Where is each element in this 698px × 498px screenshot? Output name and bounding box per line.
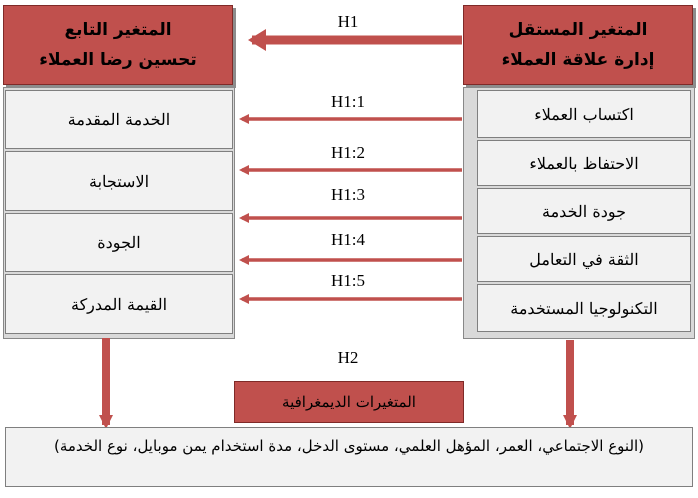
independent-item-label: الاحتفاظ بالعملاء <box>529 153 639 173</box>
h1-4-label: H1:4 <box>331 230 365 249</box>
dependent-item-label: الخدمة المقدمة <box>67 110 171 129</box>
independent-item-label: التكنولوجيا المستخدمة <box>510 298 658 318</box>
demographic-variables-label: المتغيرات الديمغرافية <box>282 393 416 411</box>
dependent-item-label: الاستجابة <box>88 171 150 191</box>
h1-1-label: H1:1 <box>331 92 365 111</box>
dependent-item-label: القيمة المدركة <box>70 294 168 314</box>
dependent-variable-subtitle: تحسين رضا العملاء <box>39 50 197 70</box>
independent-variable-subtitle: إدارة علاقة العملاء <box>501 50 655 70</box>
h1-label: H1 <box>337 12 359 31</box>
demographic-details-text: (النوع الاجتماعي، العمر، المؤهل العلمي، مستوى الدخل، مدة استخدام يمن موبايل، نوع الخدمة) <box>53 437 645 455</box>
h1-5-label: H1:5 <box>331 271 365 290</box>
independent-item-label: جودة الخدمة <box>542 201 626 221</box>
h1-3-label: H1:3 <box>331 185 365 204</box>
dependent-item-label: الجودة <box>97 233 141 252</box>
independent-item-label: الثقة في التعامل <box>529 249 639 269</box>
dependent-variable-title: المتغير التابع <box>64 20 172 40</box>
demographic-details-box <box>5 427 693 487</box>
independent-item-label: اكتساب العملاء <box>534 104 634 124</box>
independent-variable-title: المتغير المستقل <box>508 20 648 40</box>
demographic-variables-box <box>234 381 464 423</box>
h2-label: H2 <box>337 348 359 367</box>
h1-2-label: H1:2 <box>331 143 365 162</box>
